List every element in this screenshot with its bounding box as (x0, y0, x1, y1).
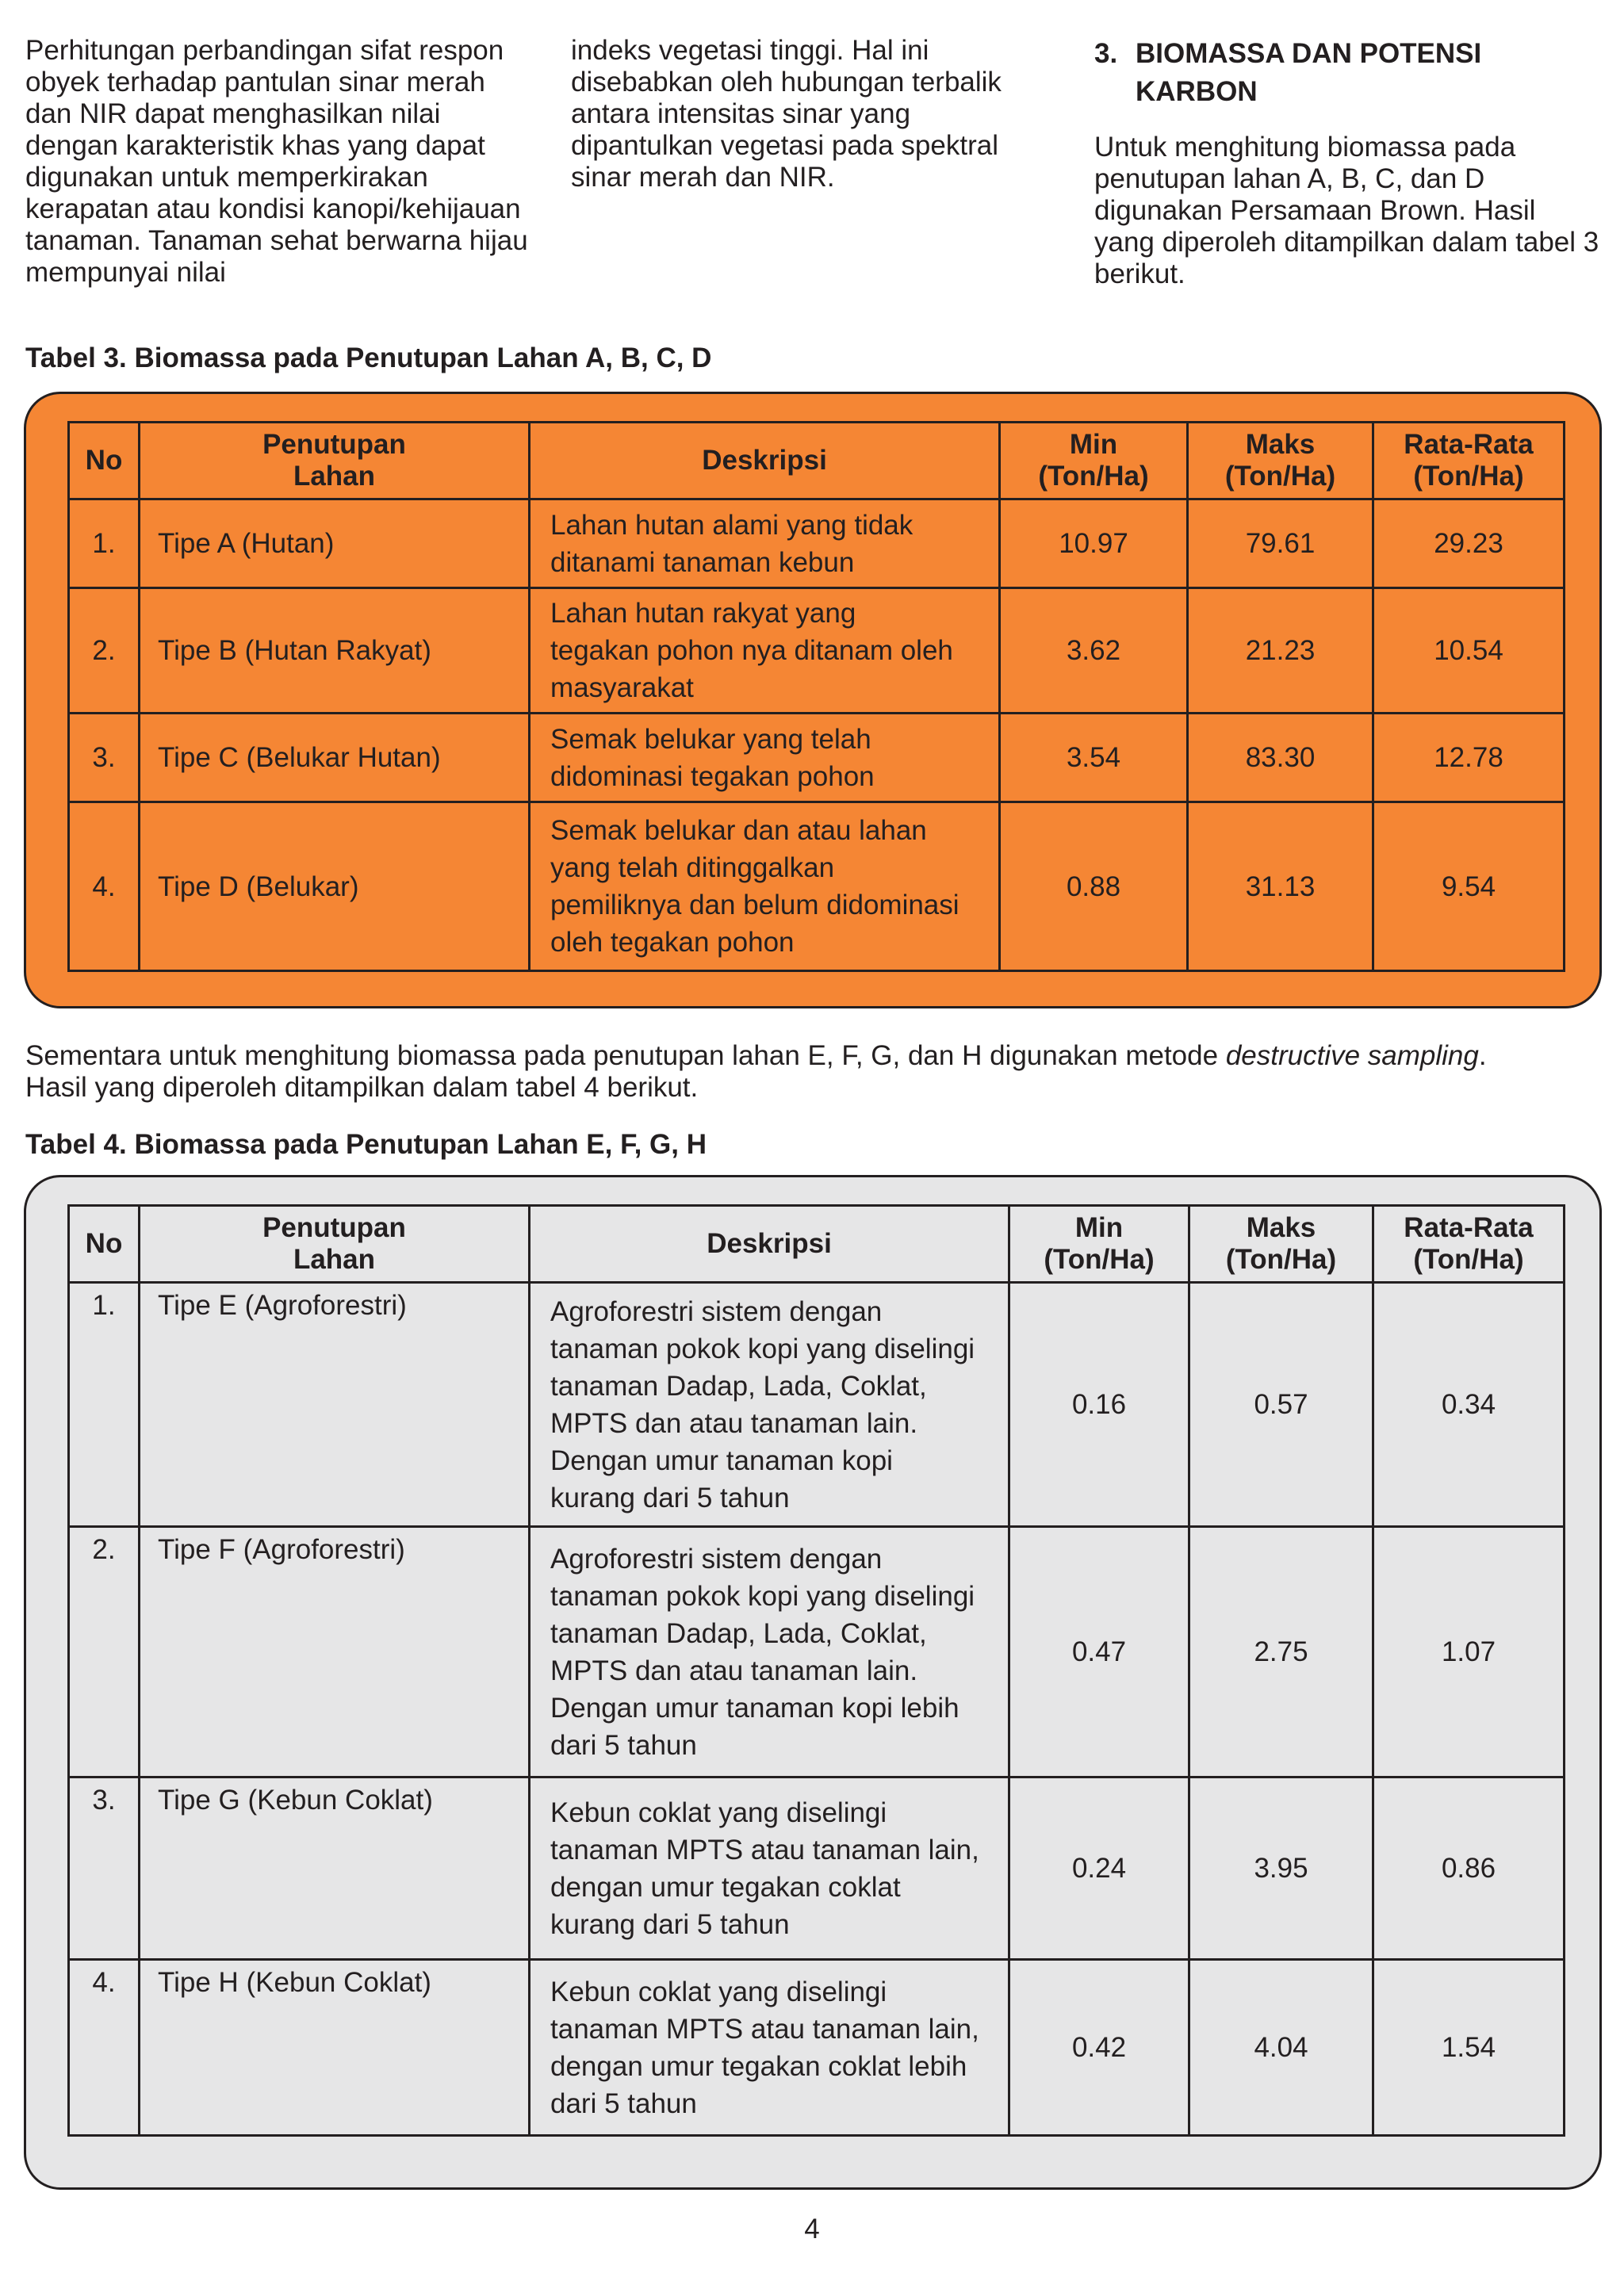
header-line: Lahan (293, 461, 376, 492)
cell-penutupan-lahan: Tipe B (Hutan Rakyat) (140, 588, 530, 714)
cell-deskripsi (530, 714, 1000, 802)
desc-line: Agroforestri sistem dengan (550, 1295, 883, 1327)
cell-min: 3.62 (1000, 588, 1188, 714)
desc-line: Semak belukar dan atau lahan (550, 815, 927, 846)
cell-deskripsi (530, 499, 1000, 588)
cell-penutupan-lahan: Tipe C (Belukar Hutan) (140, 714, 530, 802)
desc-line: Lahan hutan alami yang tidak (550, 509, 914, 541)
header-maks (1188, 423, 1373, 499)
table-header-row (69, 1206, 1565, 1283)
cell-deskripsi (530, 588, 1000, 714)
header-line: Rata-Rata (1404, 429, 1534, 460)
cell-deskripsi (530, 1777, 1009, 1960)
cell-no: 4. (69, 802, 140, 971)
cell-min: 10.97 (1000, 499, 1188, 588)
table-header-row (69, 423, 1565, 499)
cell-min: 0.16 (1009, 1283, 1189, 1527)
cell-min: 0.42 (1009, 1960, 1189, 2136)
cell-rata-rata: 9.54 (1373, 802, 1565, 971)
desc-line: tanaman Dadap, Lada, Coklat, (550, 1370, 927, 1402)
table-row (69, 802, 1565, 971)
header-line: Penutupan (262, 1212, 406, 1243)
table-row (69, 1527, 1565, 1777)
desc-line: masyarakat (550, 672, 694, 703)
desc-line: Kebun coklat yang diselingi (550, 1797, 887, 1828)
table4-intro (25, 1040, 1603, 1104)
table4-panel (24, 1175, 1602, 2190)
cell-maks: 31.13 (1188, 802, 1373, 971)
header-line: Min (1069, 429, 1118, 460)
header-line: Rata-Rata (1404, 1212, 1534, 1243)
header-line: (Ton/Ha) (1044, 1244, 1155, 1275)
cell-penutupan-lahan: Tipe A (Hutan) (140, 499, 530, 588)
cell-deskripsi (530, 802, 1000, 971)
desc-line: didominasi tegakan pohon (550, 760, 875, 792)
desc-line: Dengan umur tanaman kopi (550, 1445, 893, 1476)
desc-line: kurang dari 5 tahun (550, 1482, 790, 1513)
table3-panel (24, 392, 1602, 1008)
table4 (67, 1204, 1565, 2137)
desc-line: MPTS dan atau tanaman lain. (550, 1655, 918, 1686)
cell-rata-rata: 0.86 (1373, 1777, 1565, 1960)
header-no: No (69, 423, 140, 499)
cell-maks: 0.57 (1189, 1283, 1373, 1527)
desc-line: tanaman pokok kopi yang diselingi (550, 1333, 975, 1364)
header-penutupan-lahan (140, 1206, 530, 1283)
cell-no: 2. (69, 588, 140, 714)
desc-line: dengan umur tegakan coklat lebih (550, 2050, 967, 2082)
desc-line: Agroforestri sistem dengan (550, 1543, 883, 1575)
desc-line: MPTS dan atau tanaman lain. (550, 1407, 918, 1439)
cell-no: 3. (69, 714, 140, 802)
cell-penutupan-lahan: Tipe E (Agroforestri) (140, 1283, 530, 1527)
table-row (69, 1960, 1565, 2136)
body-column-3 (1094, 35, 1602, 290)
header-line: Lahan (293, 1244, 376, 1275)
table-row (69, 1777, 1565, 1960)
header-deskripsi: Deskripsi (530, 423, 1000, 499)
header-line: Maks (1245, 429, 1316, 460)
desc-line: tegakan pohon nya ditanam oleh (550, 635, 953, 666)
page-number: 4 (804, 2214, 820, 2244)
cell-rata-rata: 0.34 (1373, 1283, 1565, 1527)
desc-line: tanaman MPTS atau tanaman lain, (550, 1834, 979, 1866)
section-heading (1094, 35, 1602, 111)
cell-maks: 3.95 (1189, 1777, 1373, 1960)
cell-rata-rata: 10.54 (1373, 588, 1565, 714)
header-line: (Ton/Ha) (1413, 461, 1524, 492)
cell-no: 4. (69, 1960, 140, 2136)
desc-line: tanaman pokok kopi yang diselingi (550, 1580, 975, 1612)
header-rata-rata (1373, 423, 1565, 499)
cell-min: 0.47 (1009, 1527, 1189, 1777)
body-paragraph: indeks vegetasi tinggi. Hal ini disebabkan oleh hubungan terbalik antara intensitas sinar yang dipantulkan vegetasi pada spektral sinar merah dan NIR. (571, 35, 1002, 193)
cell-min: 3.54 (1000, 714, 1188, 802)
table-row (69, 588, 1565, 714)
intro-italic-term: destructive sampling (1225, 1040, 1479, 1071)
body-paragraph: Untuk menghitung biomassa pada penutupan lahan A, B, C, dan D digunakan Persamaan Brown. Hasil yang diperoleh ditampilkan dalam tabel 3 berikut. (1094, 132, 1599, 289)
cell-rata-rata: 1.07 (1373, 1527, 1565, 1777)
desc-line: Kebun coklat yang diselingi (550, 1976, 887, 2007)
intro-line-1 (25, 1040, 1603, 1072)
cell-maks: 2.75 (1189, 1527, 1373, 1777)
header-line: Maks (1246, 1212, 1316, 1243)
header-min (1000, 423, 1188, 499)
header-deskripsi: Deskripsi (530, 1206, 1009, 1283)
cell-no: 1. (69, 499, 140, 588)
table4-caption: Tabel 4. Biomassa pada Penutupan Lahan E, F, G, H (25, 1129, 707, 1160)
cell-penutupan-lahan: Tipe H (Kebun Coklat) (140, 1960, 530, 2136)
cell-no: 3. (69, 1777, 140, 1960)
section-title-line1: BIOMASSA DAN POTENSI (1136, 38, 1482, 69)
cell-deskripsi (530, 1283, 1009, 1527)
cell-maks: 83.30 (1188, 714, 1373, 802)
header-line: (Ton/Ha) (1038, 461, 1149, 492)
cell-maks: 4.04 (1189, 1960, 1373, 2136)
cell-rata-rata: 1.54 (1373, 1960, 1565, 2136)
body-column-1 (25, 35, 533, 289)
section-number: 3. (1094, 38, 1118, 69)
desc-line: kurang dari 5 tahun (550, 1908, 790, 1940)
cell-penutupan-lahan: Tipe D (Belukar) (140, 802, 530, 971)
desc-line: dari 5 tahun (550, 1729, 697, 1761)
section-title-line2: KARBON (1136, 76, 1258, 107)
cell-penutupan-lahan: Tipe G (Kebun Coklat) (140, 1777, 530, 1960)
table3-caption: Tabel 3. Biomassa pada Penutupan Lahan A, B, C, D (25, 342, 712, 373)
desc-line: dengan umur tegakan coklat (550, 1871, 901, 1903)
desc-line: oleh tegakan pohon (550, 927, 795, 958)
cell-min: 0.88 (1000, 802, 1188, 971)
header-penutupan-lahan (140, 423, 530, 499)
desc-line: ditanami tanaman kebun (550, 546, 855, 578)
header-line: (Ton/Ha) (1225, 1244, 1337, 1275)
intro-text: . (1478, 1040, 1487, 1071)
body-column-2 (571, 35, 1047, 193)
table3 (67, 421, 1565, 972)
table-row (69, 499, 1565, 588)
cell-min: 0.24 (1009, 1777, 1189, 1960)
cell-rata-rata: 12.78 (1373, 714, 1565, 802)
header-line: (Ton/Ha) (1224, 461, 1336, 492)
header-rata-rata (1373, 1206, 1565, 1283)
cell-penutupan-lahan: Tipe F (Agroforestri) (140, 1527, 530, 1777)
cell-deskripsi (530, 1527, 1009, 1777)
cell-no: 1. (69, 1283, 140, 1527)
body-paragraph: Perhitungan perbandingan sifat respon obyek terhadap pantulan sinar merah dan NIR dapat menghasilkan nilai dengan karakteristik khas yang dapat digunakan untuk memperkirakan kerapatan atau kondisi kanopi/kehijauan tanaman. Tanaman sehat berwarna hijau mempunyai nilai (25, 35, 528, 288)
table-row (69, 714, 1565, 802)
desc-line: Lahan hutan rakyat yang (550, 598, 856, 629)
intro-line-2: Hasil yang diperoleh ditampilkan dalam tabel 4 berikut. (25, 1072, 699, 1103)
cell-deskripsi (530, 1960, 1009, 2136)
header-maks (1189, 1206, 1373, 1283)
desc-line: tanaman Dadap, Lada, Coklat, (550, 1617, 927, 1649)
cell-no: 2. (69, 1527, 140, 1777)
header-min (1009, 1206, 1189, 1283)
desc-line: Semak belukar yang telah (550, 723, 871, 755)
table-row (69, 1283, 1565, 1527)
desc-line: Dengan umur tanaman kopi lebih (550, 1692, 959, 1724)
header-no: No (69, 1206, 140, 1283)
header-line: Min (1074, 1212, 1124, 1243)
desc-line: pemiliknya dan belum didominasi (550, 890, 959, 920)
cell-maks: 21.23 (1188, 588, 1373, 714)
desc-line: yang telah ditinggalkan (550, 852, 835, 883)
intro-text: Sementara untuk menghitung biomassa pada penutupan lahan E, F, G, dan H digunakan metode (25, 1040, 1226, 1071)
desc-line: dari 5 tahun (550, 2087, 697, 2119)
cell-rata-rata: 29.23 (1373, 499, 1565, 588)
cell-maks: 79.61 (1188, 499, 1373, 588)
header-line: Penutupan (262, 429, 406, 460)
header-line: (Ton/Ha) (1413, 1244, 1524, 1275)
desc-line: tanaman MPTS atau tanaman lain, (550, 2013, 979, 2045)
